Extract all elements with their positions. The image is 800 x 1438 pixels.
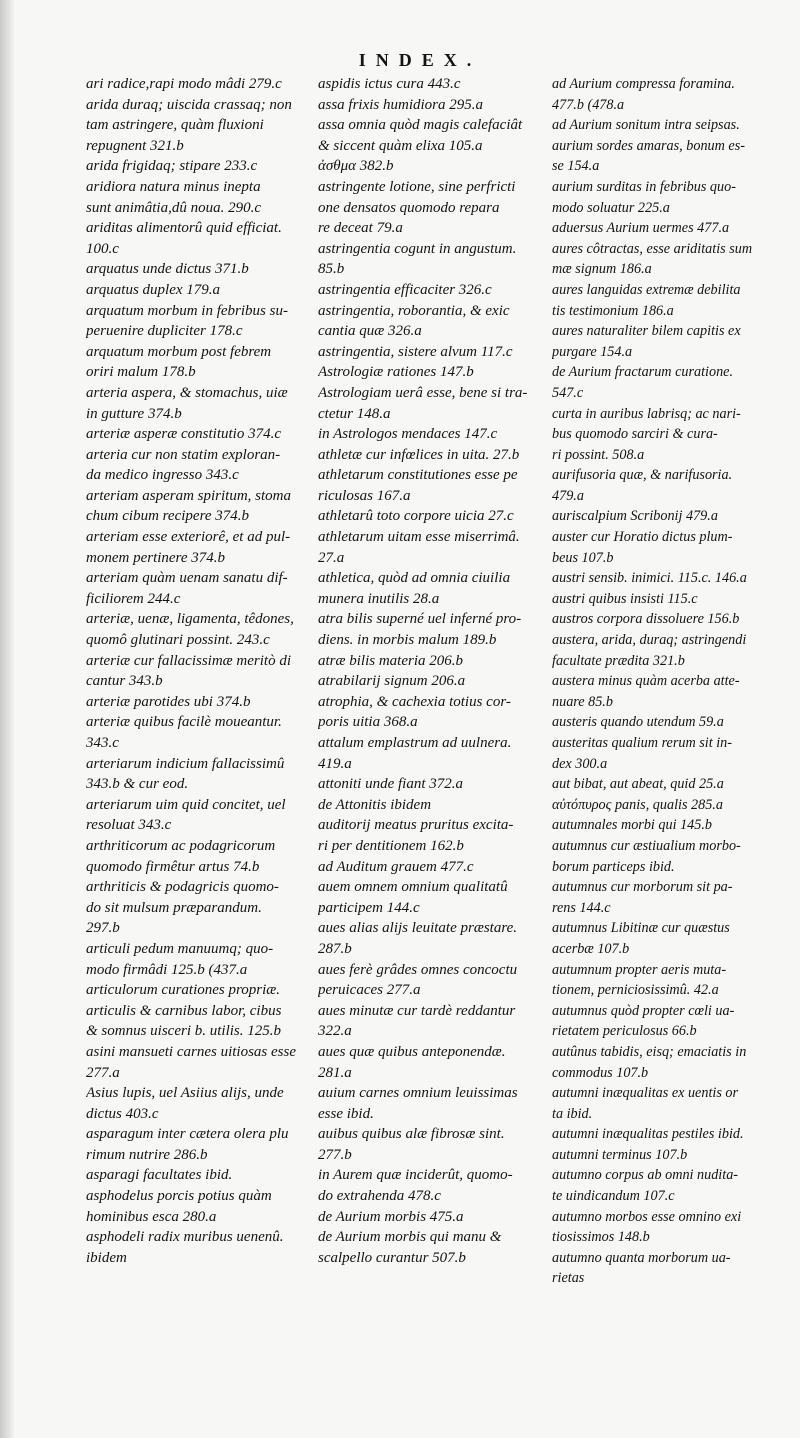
index-entry-line: Astrologiæ rationes 147.b — [318, 364, 474, 381]
index-entry-line: arteriæ, uenæ, ligamenta, têdones, — [86, 611, 294, 628]
index-entry-line: astringentia, roborantia, & exic — [318, 302, 510, 319]
index-entry-line: beus 107.b — [552, 549, 614, 566]
index-entry-line: ἀσθμα 382.b — [318, 158, 394, 175]
index-entry-line: attoniti unde fiant 372.a — [318, 776, 463, 793]
index-entry-line: 419.a — [318, 755, 352, 772]
index-entry-line: athletarû toto corpore uicia 27.c — [318, 508, 514, 525]
index-entry-line: aures languidas extremæ debilita — [552, 281, 741, 298]
index-entry-line: aues minutæ cur tardè reddantur — [318, 1002, 516, 1019]
index-entry-line: tionem, perniciosissimû. 42.a — [552, 982, 719, 999]
index-entry-line: ta ibid. — [552, 1105, 593, 1122]
index-entry-line: autumnum propter aeris muta- — [552, 961, 727, 978]
index-entry-line: arida duraq; uiscida crassaq; non — [86, 96, 292, 113]
index-entry-line: te uindicandum 107.c — [552, 1188, 675, 1205]
index-entry-line: articuli pedum manuumq; quo- — [86, 940, 274, 957]
index-entry-line: do sit mulsum præparandum. — [86, 899, 262, 916]
index-entry-line: autumni inæqualitas ex uentis or — [552, 1085, 739, 1102]
page-title: INDEX. — [358, 50, 482, 70]
index-entry-line: rietatem periculosus 66.b — [552, 1023, 697, 1040]
index-entry-line: arquatum morbum post febrem — [86, 343, 272, 360]
index-entry-line: arquatus unde dictus 371.b — [86, 261, 249, 278]
index-entry-line: tiosissimos 148.b — [552, 1229, 650, 1246]
index-column-3 — [552, 74, 790, 1289]
index-entry-line: αὐτόπυρος panis, qualis 285.a — [552, 796, 723, 813]
index-entry-line: borum particeps ibid. — [552, 858, 675, 875]
index-entry-line: athletica, quòd ad omnia ciuilia — [318, 570, 511, 587]
index-entry-line: astringentia cogunt in angustum. — [318, 240, 517, 257]
index-entry-line: da medico ingresso 343.c — [86, 467, 239, 484]
index-entry-line: aduersus Aurium uermes 477.a — [552, 220, 730, 237]
index-entry-line: autumno morbos esse omnino exi — [552, 1208, 742, 1225]
index-entry-line: commodus 107.b — [552, 1064, 649, 1081]
index-entry-line: arthriticorum ac podagricorum — [86, 837, 276, 854]
index-entry-line: 100.c — [86, 240, 119, 257]
index-entry-line: autumnus Libitinæ cur quæstus — [552, 920, 730, 937]
index-entry-line: munera inutilis 28.a — [318, 590, 440, 607]
page-gutter-shadow — [0, 0, 14, 1438]
index-entry-line: arthriticis & podagricis quomo- — [86, 879, 279, 896]
index-entry-line: austera, arida, duraq; astringendi — [552, 632, 747, 649]
index-entry-line: arida frigidaq; stipare 233.c — [86, 158, 258, 175]
index-entry-line: arteriam quàm uenam sanatu dif- — [86, 570, 288, 587]
index-entry-line: hominibus esca 280.a — [86, 1208, 217, 1225]
index-entry-line: ibidem — [86, 1249, 127, 1266]
index-entry-line: austeritas qualium rerum sit in- — [552, 735, 732, 751]
index-entry-line: arteriarum uim quid concitet, uel — [86, 796, 286, 813]
index-entry-line: esse ibid. — [318, 1105, 374, 1122]
index-entry-line: autumni terminus 107.b — [552, 1146, 688, 1163]
index-entry-line: arteriæ quibus facilè moueantur. — [86, 714, 282, 731]
index-entry-line: astringentia efficaciter 326.c — [318, 281, 492, 298]
index-entry-line: bus quomodo sarciri & cura- — [552, 426, 718, 443]
index-entry-line: ri per dentitionem 162.b — [318, 837, 464, 854]
index-entry-line: re deceat 79.a — [318, 220, 403, 237]
index-entry-line: tam astringere, quàm fluxioni — [86, 117, 264, 134]
index-entry-line: peruicaces 277.a — [318, 982, 421, 999]
index-entry-line: auditorij meatus pruritus excita- — [318, 817, 514, 834]
index-entry-line: autumno quanta morborum ua- — [552, 1249, 731, 1266]
index-entry-line: ariditas alimentorû quid efficiat. — [86, 220, 282, 237]
index-entry-line: athletarum constitutiones esse pe — [318, 467, 518, 484]
index-entry-line: austeris quando utendum 59.a — [552, 714, 724, 731]
index-entry-line: facultate prædita 321.b — [552, 652, 685, 669]
index-entry-line: peruenire dupliciter 178.c — [86, 323, 243, 340]
index-entry-line: athletarum uitam esse miserrimâ. — [318, 529, 520, 546]
index-entry-line: astringentia, sistere alvum 117.c — [318, 343, 513, 360]
index-entry-line: assa frixis humidiora 295.a — [318, 96, 484, 113]
index-entry-line: nuare 85.b — [552, 693, 613, 710]
index-entry-line: arteriam esse exteriorê, et ad pul- — [86, 529, 291, 546]
index-entry-line: de Aurium morbis 475.a — [318, 1208, 464, 1225]
index-entry-line: se 154.a — [552, 158, 600, 175]
index-entry-line: 27.a — [318, 549, 345, 566]
index-entry-line: ad Aurium compressa foramina. — [552, 76, 735, 92]
index-entry-line: modo firmâdi 125.b (437.a — [86, 961, 248, 978]
index-entry-line: ad Aurium sonitum intra seipsas. — [552, 117, 740, 134]
index-entry-line: asini mansueti carnes uitiosas esse — [86, 1043, 296, 1060]
index-entry-line: resoluat 343.c — [86, 817, 172, 834]
index-entry-line: in Astrologos mendaces 147.c — [318, 426, 498, 443]
index-entry-line: attalum emplastrum ad uulnera. — [318, 735, 512, 751]
index-entry-line: diens. in morbis malum 189.b — [318, 632, 497, 649]
index-entry-line: autumni inæqualitas pestiles ibid. — [552, 1126, 744, 1143]
index-entry-line: asphodeli radix muribus uenenû. — [86, 1229, 284, 1246]
index-entry-line: participem 144.c — [318, 899, 420, 916]
index-entry-line: monem pertinere 374.b — [86, 549, 225, 566]
index-entry-line: riculosas 167.a — [318, 487, 411, 504]
index-entry-line: oriri malum 178.b — [86, 364, 196, 381]
index-entry-line: aridiora natura minus inepta — [86, 178, 261, 195]
index-entry-line: dictus 403.c — [86, 1105, 159, 1122]
index-entry-line: poris uitia 368.a — [318, 714, 418, 731]
index-entry-line: 343.c — [86, 735, 119, 751]
index-entry-line: 85.b — [318, 261, 345, 278]
index-entry-line: dex 300.a — [552, 755, 608, 772]
index-entry-line: atræ bilis materia 206.b — [318, 652, 464, 669]
index-entry-line: arteriarum indicium fallacissimû — [86, 755, 285, 772]
index-entry-line: auem omnem omnium qualitatû — [318, 879, 508, 896]
index-entry-line: & siccent quàm elixa 105.a — [318, 137, 483, 154]
index-entry-line: atrabilarij signum 206.a — [318, 673, 466, 690]
index-column-1 — [86, 74, 312, 1268]
index-entry-line: athletæ cur infœlices in uita. 27.b — [318, 446, 520, 463]
index-entry-line: austros corpora dissoluere 156.b — [552, 611, 740, 628]
index-entry-line: 297.b — [86, 920, 120, 937]
index-entry-line: in Aurem quæ inciderût, quomo- — [318, 1167, 513, 1184]
index-entry-line: auium carnes omnium leuissimas — [318, 1085, 518, 1102]
index-entry-line: auster cur Horatio dictus plum- — [552, 529, 733, 546]
index-entry-line: arteria aspera, & stomachus, uiæ — [86, 384, 288, 401]
index-entry-line: modo soluatur 225.a — [552, 199, 670, 216]
index-entry-line: quomodo firmêtur artus 74.b — [86, 858, 260, 875]
index-entry-line: asparagi facultates ibid. — [86, 1167, 233, 1184]
index-entry-line: aues alias alijs leuitate præstare. — [318, 920, 518, 937]
index-entry-line: autûnus tabidis, eisq; emaciatis in — [552, 1043, 747, 1060]
index-entry-line: curta in auribus labrisq; ac nari- — [552, 405, 741, 422]
index-entry-line: autumnus cur æstiualium morbo- — [552, 837, 741, 854]
index-entry-line: one densatos quomodo repara — [318, 199, 500, 216]
index-entry-line: 547.c — [552, 384, 584, 401]
index-entry-line: arquatum morbum in febribus su- — [86, 302, 288, 319]
index-entry-line: 479.a — [552, 487, 584, 504]
index-entry-line: atra bilis superné uel inferné pro- — [318, 611, 522, 628]
index-entry-line: cantur 343.b — [86, 673, 163, 690]
index-entry-line: aures naturaliter bilem capitis ex — [552, 323, 741, 340]
index-entry-line: aut bibat, aut abeat, quid 25.a — [552, 776, 724, 793]
index-entry-line: aurium surditas in febribus quo- — [552, 178, 736, 195]
index-entry-line: rietas — [552, 1270, 585, 1287]
index-entry-line: in gutture 374.b — [86, 405, 182, 422]
index-entry-line: articulis & carnibus labor, cibus — [86, 1002, 282, 1019]
index-entry-line: purgare 154.a — [552, 343, 633, 360]
index-entry-line: arquatus duplex 179.a — [86, 281, 221, 298]
index-entry-line: auriscalpium Scribonij 479.a — [552, 508, 718, 525]
index-entry-line: de Attonitis ibidem — [318, 796, 432, 813]
index-entry-line: Astrologiam uerâ esse, bene si tra- — [318, 384, 528, 401]
index-entry-line: assa omnia quòd magis calefaciât — [318, 117, 523, 134]
index-entry-line: ri possint. 508.a — [552, 446, 645, 463]
index-entry-line: cantia quæ 326.a — [318, 323, 422, 340]
index-entry-line: austera minus quàm acerba atte- — [552, 673, 740, 690]
index-entry-line: aures côtractas, esse ariditatis sum — [552, 240, 753, 257]
index-entry-line: scalpello curantur 507.b — [318, 1249, 466, 1266]
index-entry-line: arteriæ cur fallacissimæ meritò di — [86, 652, 292, 669]
index-entry-line: asparagum inter cætera olera plu — [86, 1126, 289, 1143]
index-entry-line: rimum nutrire 286.b — [86, 1146, 208, 1163]
index-entry-line: aurifusoria quæ, & narifusoria. — [552, 467, 733, 484]
index-entry-line: ad Auditum grauem 477.c — [318, 858, 474, 875]
index-entry-line: aurium sordes amaras, bonum es- — [552, 137, 745, 154]
index-entry-line: autumno corpus ab omni nudita- — [552, 1167, 739, 1184]
index-entry-line: repugnent 321.b — [86, 137, 184, 154]
index-entry-line: ari radice,rapi modo mâdi 279.c — [86, 76, 282, 92]
index-entry-line: aspidis ictus cura 443.c — [318, 76, 461, 92]
index-entry-line: autumnales morbi qui 145.b — [552, 817, 713, 834]
index-entry-line: 281.a — [318, 1064, 352, 1081]
index-entry-line: de Aurium fractarum curatione. — [552, 364, 734, 381]
index-entry-line: acerbæ 107.b — [552, 940, 630, 957]
index-entry-line: Asius lupis, uel Asiius alijs, unde — [86, 1085, 284, 1102]
index-entry-line: aues ferè grâdes omnes concoctu — [318, 961, 518, 978]
index-entry-line: mæ signum 186.a — [552, 261, 652, 278]
index-entry-line: chum cibum recipere 374.b — [86, 508, 250, 525]
index-entry-line: ficiliorem 244.c — [86, 590, 181, 607]
index-entry-line: austri sensib. inimici. 115.c. 146.a — [552, 570, 747, 587]
index-entry-line: arteriæ asperæ constitutio 374.c — [86, 426, 281, 443]
index-entry-line: asphodelus porcis potius quàm — [86, 1188, 272, 1205]
index-entry-line: austri quibus insisti 115.c — [552, 590, 698, 607]
index-entry-line: sunt animâtia,dû noua. 290.c — [86, 199, 261, 216]
index-entry-line: astringente lotione, sine perfricti — [318, 178, 516, 195]
index-entry-line: quomô glutinari possint. 243.c — [86, 632, 270, 649]
index-entry-line: atrophia, & cachexia totius cor- — [318, 693, 511, 710]
index-entry-line: arteria cur non statim exploran- — [86, 446, 281, 463]
index-entry-line: auibus quibus alæ fibrosæ sint. — [318, 1126, 505, 1143]
index-entry-line: aues quæ quibus anteponendæ. — [318, 1043, 506, 1060]
index-entry-line: 322.a — [318, 1023, 352, 1040]
index-entry-line: ctetur 148.a — [318, 405, 391, 422]
index-entry-line: de Aurium morbis qui manu & — [318, 1229, 502, 1246]
index-entry-line: 343.b & cur eod. — [86, 776, 189, 793]
index-entry-line: rens 144.c — [552, 899, 611, 916]
index-entry-line: arteriam asperam spiritum, stoma — [86, 487, 292, 504]
index-entry-line: articulorum curationes propriæ. — [86, 982, 281, 999]
index-entry-line: & somnus uisceri b. utilis. 125.b — [86, 1023, 282, 1040]
index-entry-line: autumnus cur morborum sit pa- — [552, 879, 733, 896]
index-column-2 — [318, 74, 540, 1268]
index-entry-line: 277.b — [318, 1146, 352, 1163]
index-entry-line: 277.a — [86, 1064, 120, 1081]
index-entry-line: do extrahenda 478.c — [318, 1188, 441, 1205]
index-entry-line: 287.b — [318, 940, 352, 957]
index-entry-line: tis testimonium 186.a — [552, 302, 674, 319]
index-entry-line: 477.b (478.a — [552, 96, 625, 113]
index-entry-line: arteriæ parotides ubi 374.b — [86, 693, 251, 710]
index-entry-line: autumnus quòd propter cœli ua- — [552, 1002, 735, 1019]
